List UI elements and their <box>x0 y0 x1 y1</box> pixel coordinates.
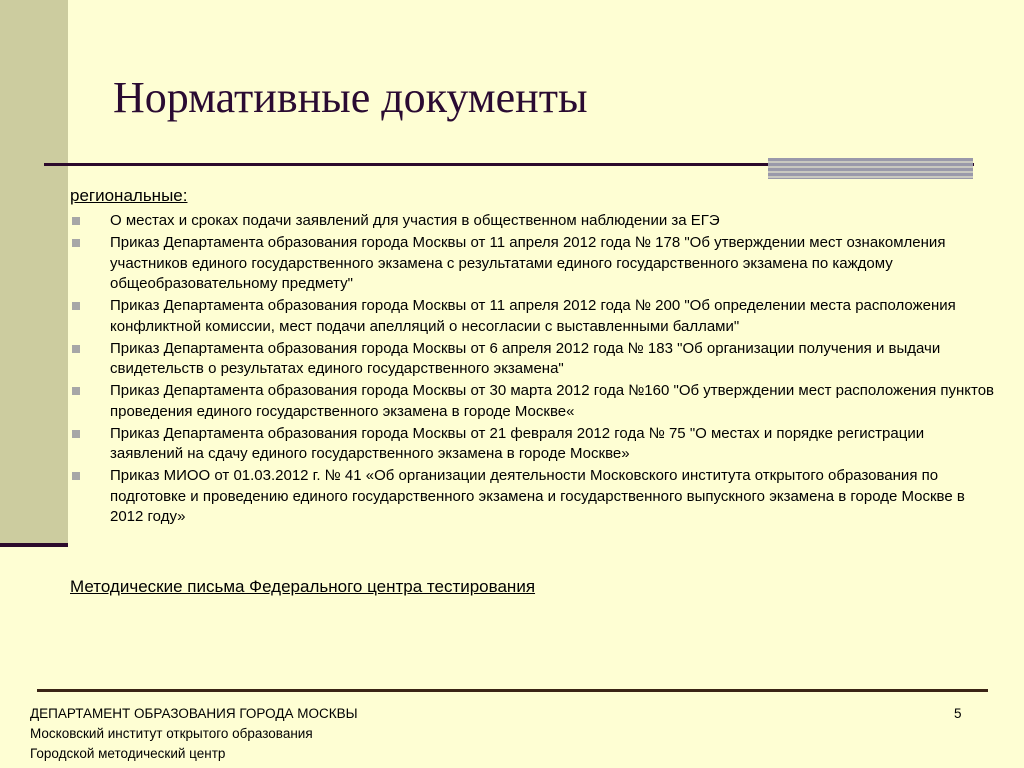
list-item <box>70 211 1000 232</box>
methodical-letters-link[interactable]: Методические письма Федерального центра тестирования <box>70 577 536 596</box>
list-item <box>70 233 1000 295</box>
list-item-text: Приказ Департамента образования города Москвы от 11 апреля 2012 года № 200 "Об определении места расположения конфликтной комиссии, мест подачи апелляций о несогласии с выставленными баллами" <box>110 297 956 335</box>
list-item <box>70 466 1000 528</box>
page-number: 5 <box>954 706 962 721</box>
list-item-text: Приказ Департамента образования города Москвы от 30 марта 2012 года №160 "Об утверждении мест расположения пунктов проведения единого государственного экзамена в городе Москве« <box>110 382 995 420</box>
square-bullet-icon <box>72 430 80 438</box>
slide-content <box>70 185 1000 529</box>
footer-institute: Московский институт открытого образования <box>30 726 313 741</box>
square-bullet-icon <box>72 239 80 247</box>
list-item <box>70 424 1000 465</box>
regional-section-link[interactable]: региональные: <box>70 186 188 205</box>
list-item-text: Приказ Департамента образования города Москвы от 21 февраля 2012 года № 75 "О местах и порядке регистрации заявлений на сдачу единого государственного экзамена в городе Москве» <box>110 424 925 462</box>
title-accent-stripes <box>768 158 973 179</box>
footer <box>30 704 358 764</box>
left-decor-line <box>0 543 68 547</box>
square-bullet-icon <box>72 387 80 395</box>
footer-center: Городской методический центр <box>30 746 226 761</box>
list-item <box>70 381 1000 422</box>
footer-divider <box>37 689 988 692</box>
square-bullet-icon <box>72 302 80 310</box>
square-bullet-icon <box>72 345 80 353</box>
footer-department: ДЕПАРТАМЕНТ ОБРАЗОВАНИЯ ГОРОДА МОСКВЫ <box>30 706 358 721</box>
list-item-text: О местах и сроках подачи заявлений для участия в общественном наблюдении за ЕГЭ <box>110 212 720 229</box>
list-item-text: Приказ Департамента образования города Москвы от 6 апреля 2012 года № 183 "Об организации получения и выдачи свидетельств о результатах единого государственного экзамена" <box>110 339 941 377</box>
list-item-text: Приказ МИОО от 01.03.2012 г. № 41 «Об организации деятельности Московского института открытого образования по подготовке и проведению единого государственного экзамена и государственного выпускного экзамена в городе Москве в 2012 году» <box>110 467 965 525</box>
square-bullet-icon <box>72 472 80 480</box>
document-list <box>70 211 1000 528</box>
list-item-text: Приказ Департамента образования города Москвы от 11 апреля 2012 года № 178 "Об утверждении мест ознакомления участников единого государственного экзамена с результатами единого государственного экзамена по каждому общеобразовательному предмету" <box>110 234 946 292</box>
list-item <box>70 296 1000 337</box>
list-item <box>70 339 1000 380</box>
slide-title: Нормативные документы <box>113 73 588 122</box>
square-bullet-icon <box>72 217 80 225</box>
left-decor-band <box>0 0 68 546</box>
